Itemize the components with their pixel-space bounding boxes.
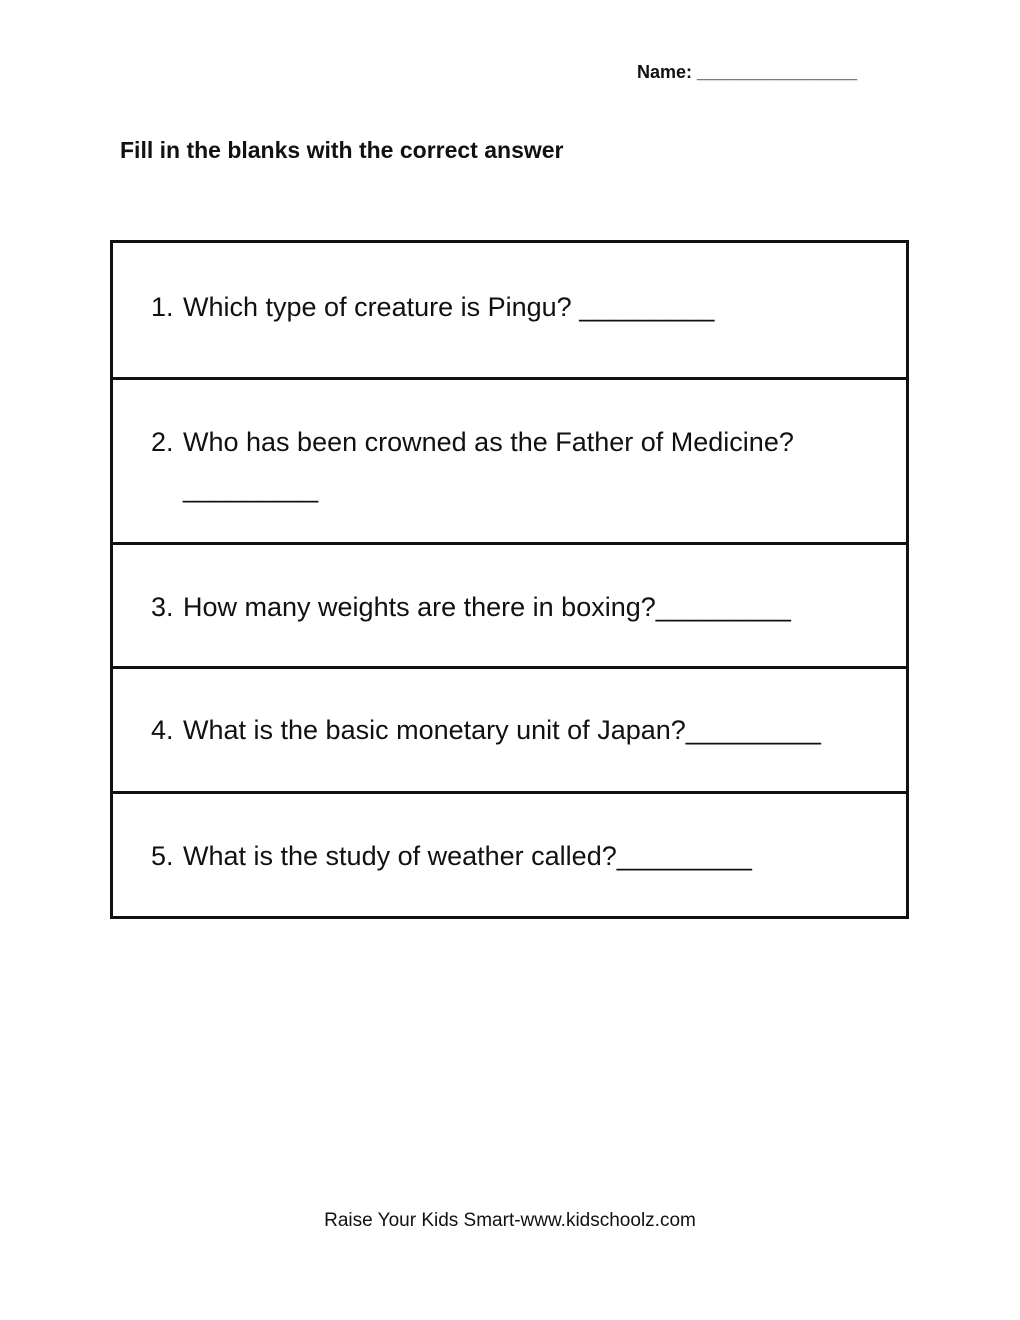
question-5 xyxy=(113,794,906,916)
question-3 xyxy=(113,545,906,666)
table-row xyxy=(112,242,908,379)
footer-credit: Raise Your Kids Smart-www.kidschoolz.com xyxy=(324,1210,696,1231)
question-cell xyxy=(112,668,908,793)
question-text: Which type of creature is Pingu? _________ xyxy=(183,292,715,322)
question-cell xyxy=(112,544,908,668)
question-number: 1. xyxy=(151,292,174,322)
table-row xyxy=(112,793,908,918)
question-2 xyxy=(113,380,906,542)
question-number: 3. xyxy=(151,592,174,622)
question-text: How many weights are there in boxing?_________ xyxy=(183,592,791,622)
name-field-label: Name: ________________ xyxy=(637,62,858,82)
question-number: 5. xyxy=(151,841,174,871)
question-text: What is the study of weather called?_________ xyxy=(183,841,752,871)
question-text: What is the basic monetary unit of Japan?_________ xyxy=(183,715,821,745)
question-number: 2. xyxy=(151,427,174,457)
question-text: Who has been crowned as the Father of Medicine? _________ xyxy=(183,427,794,503)
question-number: 4. xyxy=(151,715,174,745)
question-1 xyxy=(113,243,906,377)
table-row xyxy=(112,379,908,544)
question-4 xyxy=(113,669,906,791)
question-cell xyxy=(112,793,908,918)
question-cell xyxy=(112,379,908,544)
table-row xyxy=(112,544,908,668)
instruction-heading: Fill in the blanks with the correct answer xyxy=(120,137,564,163)
question-cell xyxy=(112,242,908,379)
table-row xyxy=(112,668,908,793)
questions-table xyxy=(110,240,909,919)
